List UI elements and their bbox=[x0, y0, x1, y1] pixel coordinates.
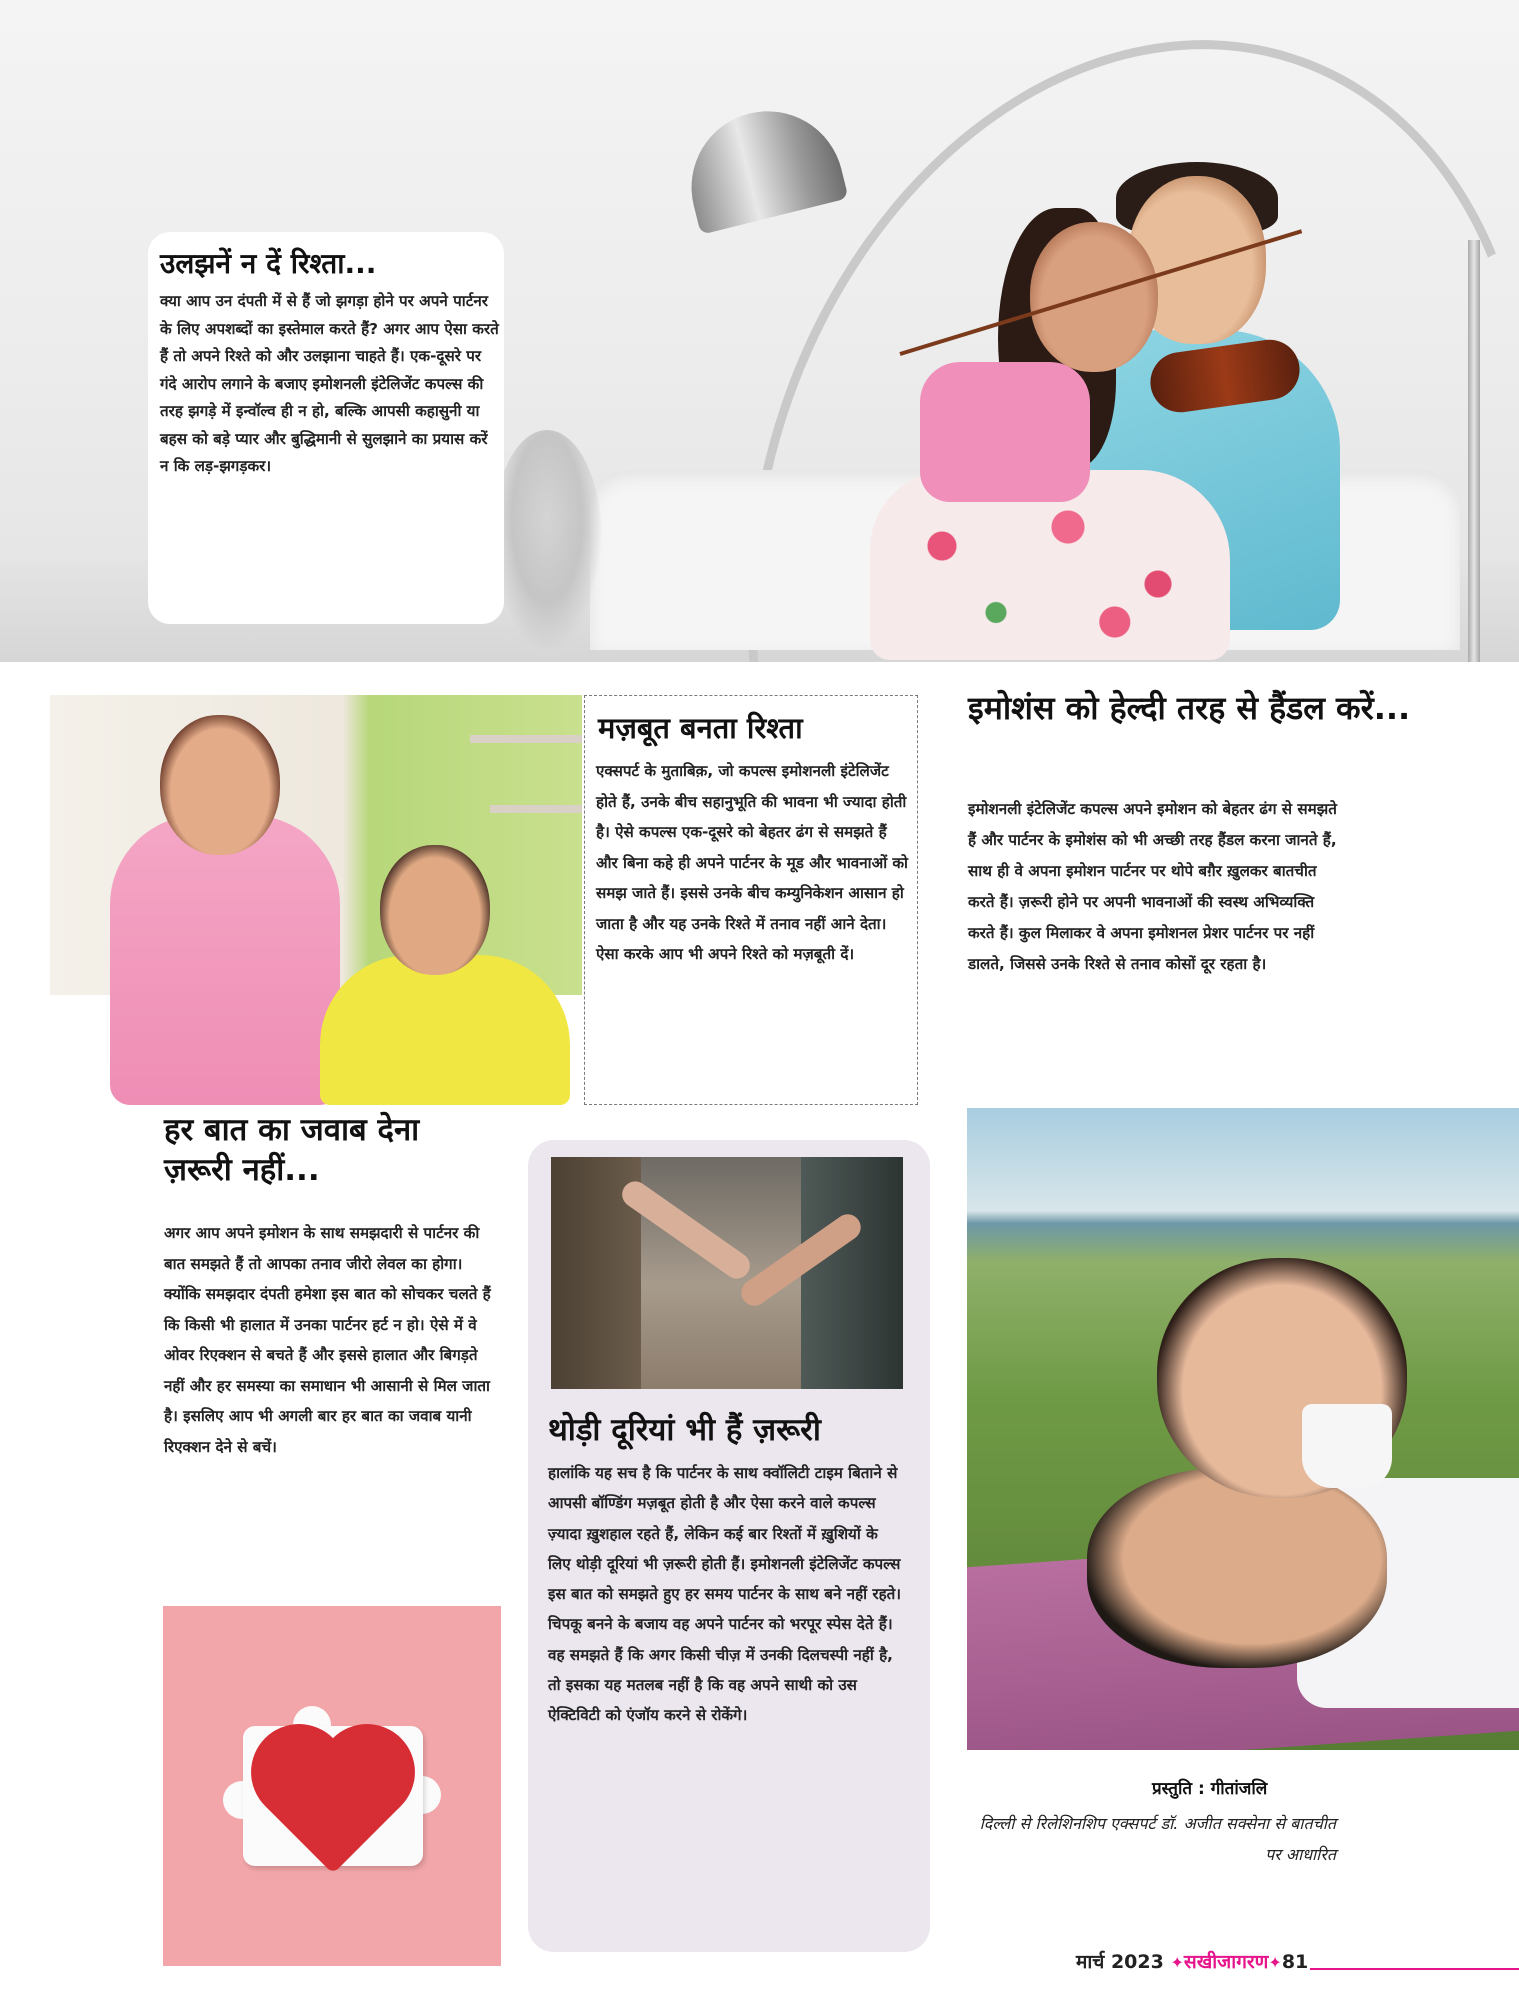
photo-couple-tea bbox=[50, 695, 582, 1105]
distance-body: हालांकि यह सच है कि पार्टनर के साथ क्वॉलिटी टाइम बिताने से आपसी बॉण्डिंग मज़बूत होती है और ऐसा करने वाले कपल्स ज़्यादा ख़ुशहाल रहते हैं, लेकिन कई बार रिश्तों में ख़ुशियों के लिए थोड़ी दूरियां भी ज़रूरी होती हैं। इमोशनली इंटेलिजेंट कपल्स इस बात को समझते हुए हर समय पार्टनर के साथ बने नहीं रहते। चिपकू बनने के बजाय वह अपने पार्टनर को भरपूर स्पेस देते हैं। वह समझते हैं कि अगर किसी चीज़ में उनकी दिलचस्पी नहीं है, तो इसका यह मतलब नहीं है कि वह अपने साथी को उस ऐक्टिविटी को एंजॉय करने से रोकेंगे। bbox=[548, 1464, 902, 1725]
emotions-heading: इमोशंस को हेल्दी तरह से हैंडल करें... bbox=[968, 689, 1411, 727]
distance-heading: थोड़ी दूरियां भी हैं ज़रूरी bbox=[548, 1412, 821, 1448]
reply-heading: हर बात का जवाब देना ज़रूरी नहीं... bbox=[164, 1112, 420, 1188]
page-footer bbox=[1076, 1948, 1308, 1974]
photo-puzzle-heart bbox=[163, 1606, 501, 1966]
photo-pinky-hands bbox=[551, 1157, 903, 1389]
credit-byline: प्रस्तुति : गीतांजलि bbox=[1152, 1779, 1268, 1799]
intro-heading: उलझनें न दें रिश्ता... bbox=[160, 247, 377, 280]
arc-lamp-pole bbox=[1468, 240, 1480, 662]
coffee-cup bbox=[1302, 1404, 1392, 1488]
reply-body: अगर आप अपने इमोशन के साथ समझदारी से पार्टनर की बात समझते हैं तो आपका तनाव जीरो लेवल का होगा। क्योंकि समझदार दंपती हमेशा इस बात को सोचकर चलते हैं कि किसी भी हालात में उनका पार्टनर हर्ट न हो। ऐसे में वे ओवर रिएक्शन से बचते हैं और इससे हालात और बिगड़ते नहीं और हर समस्या का समाधान भी आसानी से मिल जाता है। इसलिए आप भी अगली बार हर बात का जवाब यानी रिएक्शन देने से बचें। bbox=[164, 1224, 491, 1456]
page-number: 81 bbox=[1281, 1951, 1309, 1973]
strong-heading: मज़बूत बनता रिश्ता bbox=[598, 711, 803, 745]
man-face bbox=[1087, 1468, 1387, 1668]
intro-body: क्या आप उन दंपती में से हैं जो झगड़ा होने पर अपने पार्टनर के लिए अपशब्दों का इस्तेमाल करते हैं? अगर आप ऐसा करते हैं तो अपने रिश्ते को और उलझाना चाहते हैं। एक-दूसरे पर गंदे आरोप लगाने के बजाए इमोशनली इंटेलिजेंट कपल्स की तरह झगड़े में इन्वॉल्व ही न हो, बल्कि आपसी कहासुनी या बहस को बड़े प्यार और बुद्धिमानी से सुलझाने का प्रयास करें न कि लड़-झगड़कर। bbox=[160, 292, 499, 475]
emotions-body: इमोशनली इंटेलिजेंट कपल्स अपने इमोशन को बेहतर ढंग से समझते हैं और पार्टनर के इमोशंस को भी अच्छी तरह हैंडल करना जानते हैं, साथ ही वे अपना इमोशन पार्टनर पर थोपे बग़ैर ख़ुलकर बातचीत करते हैं। ज़रूरी होने पर अपनी भावनाओं की स्वस्थ अभिव्यक्ति करते हैं। कुल मिलाकर वे अपना इमोशनल प्रेशर पार्टनर पर नहीं डालते, जिससे उनके रिश्ते से तनाव कोसों दूर रहता है। bbox=[968, 800, 1337, 973]
woman-face bbox=[160, 715, 280, 855]
arc-lamp-shade bbox=[675, 95, 848, 235]
woman-pink-top bbox=[920, 362, 1090, 502]
wall-shelf bbox=[470, 735, 582, 743]
footer-brand: सखीजागरण bbox=[1183, 1951, 1269, 1973]
credit-note: दिल्ली से रिलेशिनशिप एक्सपर्ट डॉ. अजीत सक्सेना से बातचीत पर आधारित bbox=[979, 1814, 1336, 1864]
footer-month: मार्च 2023 bbox=[1076, 1951, 1164, 1973]
woman-face bbox=[1030, 222, 1158, 372]
star-icon: ✦ bbox=[1170, 1953, 1184, 1972]
strong-body: एक्सपर्ट के मुताबिक़, जो कपल्स इमोशनली इंटेलिजेंट होते हैं, उनके बीच सहानुभूति की भावना भी ज्यादा होती है। ऐसे कपल्स एक-दूसरे को बेहतर ढंग से समझते हैं और बिना कहे ही अपने पार्टनर के मूड और भावनाओं को समझ जाते हैं। इससे उनके बीच कम्युनिकेशन आसान हो जाता है और यह उनके रिश्ते में तनाव नहीं आने देता। ऐसा करके आप भी अपने रिश्ते को मज़बूती दें। bbox=[596, 762, 908, 963]
woman-figure bbox=[110, 815, 340, 1105]
footer-rule bbox=[1310, 1968, 1519, 1970]
star-icon: ✦ bbox=[1268, 1953, 1282, 1972]
man-figure bbox=[320, 955, 570, 1105]
man-face bbox=[380, 845, 490, 975]
photo-couple-picnic bbox=[967, 1108, 1519, 1750]
person-right bbox=[801, 1157, 903, 1389]
decorative-plant bbox=[492, 430, 602, 650]
wall-shelf bbox=[490, 805, 582, 813]
